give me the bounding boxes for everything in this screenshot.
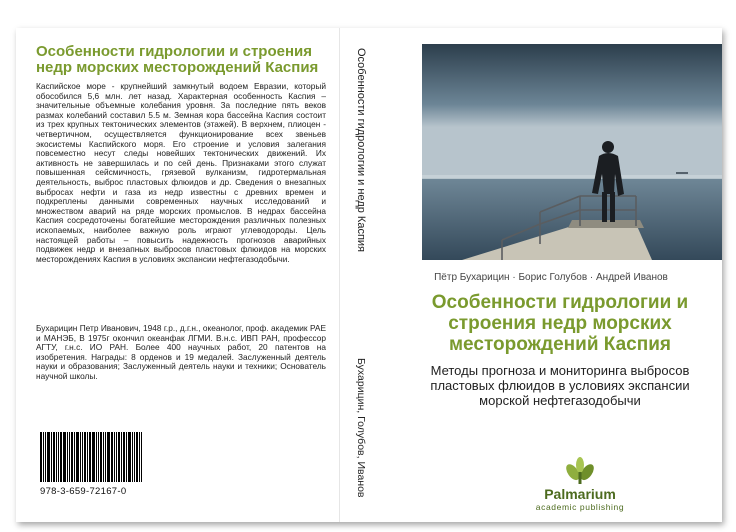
spine-authors: Бухарицин, Голубов, Иванов [355, 358, 367, 498]
barcode-bar [60, 432, 62, 482]
barcode-bar [118, 432, 120, 482]
back-abstract: Каспийское море - крупнейший замкнутый водоем Евразии, который обособился 5,6 млн. лет назад. Характерная особенность Каспия – значительные объемные колебания уровня. За последние пять веков размах колебаний составил 5.5 м. Земная кора бассейна Каспия состоит из трех крупных тектонических элементов (этажей). В верхнем, плиоцен - четвертичном, осуществляется функционирование всех звеньев экосистемы Каспийского моря. Его строение и условия залегания повсеместно несут следы новейших тектонических движений. Их активность не завершилась и по сей день. Признаками этого служат повышенная сейсмичность, грязевой вулканизм, гидротермальная деятельность, выброс пластовых флюидов и др. Сведения о внезапных выбросах нефти и газа из недр известны с древних времен и подкреплены данными современных научных исследований и множеством аварий на ряде морских промыслов. В недрах бассейна Каспия сосредоточены богатейшие месторождения различных полезных ископаемых, наиболее важную роль играют углеводороды. Цель настоящей работы – повысить надежность прогнозов аварийных подвижек недр и внезапных выбросов пластовых флюидов на морских месторождениях Каспия в условиях экспансии нефтегазодобычи. [36, 81, 326, 264]
barcode-bar [136, 432, 138, 482]
barcode-bar [92, 432, 95, 482]
publisher-tagline: academic publishing [535, 502, 625, 512]
cover-photo [422, 44, 722, 260]
barcode-bar [98, 432, 99, 482]
barcode-bar [141, 432, 142, 482]
barcode-bar [51, 432, 52, 482]
barcode-bar [74, 432, 75, 482]
barcode-bar [40, 432, 42, 482]
barcode-bar [114, 432, 115, 482]
publisher-logo [525, 456, 635, 516]
barcode-bar [67, 432, 68, 482]
barcode-bar [123, 432, 125, 482]
book-cover [16, 28, 722, 522]
barcode-bar [126, 432, 127, 482]
barcode-bar [84, 432, 86, 482]
barcode-bar [87, 432, 88, 482]
spine-title: Особенности гидрологии и недр Каспия [355, 48, 367, 253]
barcode-bar [43, 432, 44, 482]
barcode-bar [80, 432, 81, 482]
barcode-bar [56, 432, 57, 482]
barcode-bar [82, 432, 83, 482]
barcode-bar [58, 432, 59, 482]
barcode-bar [107, 432, 110, 482]
palmarium-leaf-icon [525, 456, 635, 486]
front-title: Особенности гидрологии и строения недр морских месторождений Каспия [431, 292, 689, 355]
author-bio: Бухарицин Петр Иванович, 1948 г.р., д.г.н., океанолог, проф. академик РАЕ и МАНЭБ, В 1975г окончил океанфак ЛГМИ. В.н.с. ИВП РАН, профессор АГТУ, г.н.с. ИО РАН. Более 400 научных работ, 20 патентов на изобретения. Награды: 8 орденов и 19 медалей. Заслуженный деятель науки и образования; Заслуженный деятель науки и техники; Основатель научной школы. [36, 323, 326, 381]
spine [339, 28, 381, 522]
barcode-bar [45, 432, 46, 482]
barcode-bar [69, 432, 70, 482]
barcode-bar [96, 432, 97, 482]
barcode-bar [121, 432, 122, 482]
barcode [40, 432, 152, 482]
barcode-bar [89, 432, 91, 482]
publisher-name: Palmarium [544, 486, 616, 502]
barcode-bar [105, 432, 106, 482]
barcode-bar [116, 432, 117, 482]
sea-pier-illustration [422, 44, 722, 260]
barcode-bar [76, 432, 79, 482]
isbn: 978-3-659-72167-0 [40, 486, 127, 497]
barcode-bar [63, 432, 66, 482]
back-title: Особенности гидрологии и строения недр морских месторождений Каспия [36, 43, 319, 76]
back-cover [16, 28, 339, 522]
front-authors: Пётр Бухарицин · Борис Голубов · Андрей Иванов [434, 272, 668, 283]
front-subtitle: Методы прогноза и мониторинга выбросов пластовых флюидов в условиях экспансии морской нефтегазодобычи [430, 363, 690, 408]
barcode-bar [71, 432, 73, 482]
barcode-bar [139, 432, 140, 482]
barcode-bar [100, 432, 102, 482]
barcode-bar [134, 432, 135, 482]
barcode-bar [132, 432, 133, 482]
barcode-bar [111, 432, 113, 482]
front-cover [380, 28, 722, 522]
barcode-bar [103, 432, 104, 482]
barcode-bar [128, 432, 131, 482]
barcode-bar [47, 432, 50, 482]
barcode-bar [53, 432, 55, 482]
